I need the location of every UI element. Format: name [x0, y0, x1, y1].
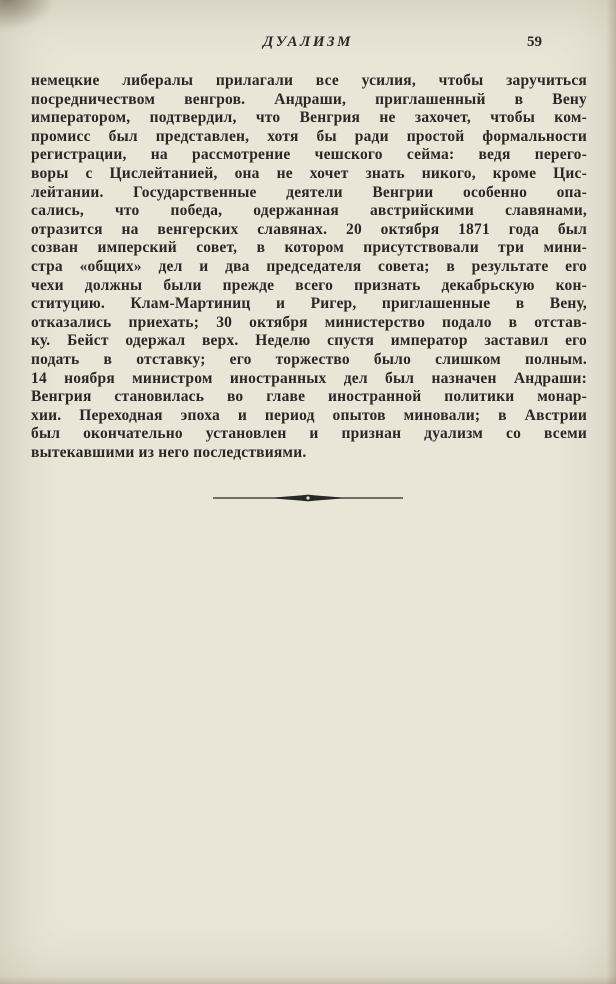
text-line: посредничеством венгров. Андраши, приглашенный в Вену: [31, 90, 587, 108]
text-line: чехи должны были прежде всего признать декабрьскую кон-: [31, 276, 587, 294]
text-line: воры с Цислейтанией, она не хочет знать никого, кроме Цис-: [31, 164, 587, 182]
text-line: хии. Переходная эпоха и период опытов миновали; в Австрии: [31, 406, 587, 424]
page-number: 59: [527, 34, 542, 50]
text-line: стра «общих» дел и два председателя совета; в результате его: [31, 257, 587, 275]
text-line: лейтании. Государственные деятели Венгрии особенно опа-: [31, 183, 587, 201]
text-line: отказались приехать; 30 октября министерство подало в отстав-: [31, 313, 587, 331]
ornamental-divider: [0, 492, 616, 504]
text-line: промисс был представлен, хотя бы ради простой формальности: [31, 127, 587, 145]
text-line: регистрации, на рассмотрение чешского сейма: ведя перего-: [31, 146, 587, 164]
page-header: [32, 34, 584, 56]
text-line: подать в отставку; его торжество было слишком полным.: [31, 350, 587, 368]
text-line: ституцию. Клам-Мартиниц и Ригер, приглашенные в Вену,: [31, 295, 587, 313]
text-line: императором, подтвердил, что Венгрия не захочет, чтобы ком-: [31, 109, 587, 127]
body-text: [31, 72, 587, 462]
text-line: ку. Бейст одержал верх. Неделю спустя император заставил его: [31, 332, 587, 350]
text-line: сались, что победа, одержанная австрийскими славянами,: [31, 202, 587, 220]
text-line: созван имперский совет, в котором присутствовали три мини-: [31, 239, 587, 257]
text-line: был окончательно установлен и признан дуализм со всеми: [31, 425, 587, 443]
scan-shadow-bottom-edge: [0, 976, 616, 984]
text-line: отразится на венгерских славянах. 20 октября 1871 года был: [31, 220, 587, 238]
text-line: вытекавшими из него последствиями.: [31, 443, 307, 461]
text-line: немецкие либералы прилагали все усилия, чтобы заручиться: [31, 72, 587, 89]
ornamental-rule-icon: [213, 492, 403, 504]
text-line: Венгрия становилась во главе иностранной политики монар-: [31, 388, 587, 406]
scan-smudge-top-left: [0, 0, 56, 30]
running-title: ДУАЛИЗМ: [263, 34, 353, 50]
text-line: 14 ноября министром иностранных дел был назначен Андраши:: [31, 369, 587, 387]
